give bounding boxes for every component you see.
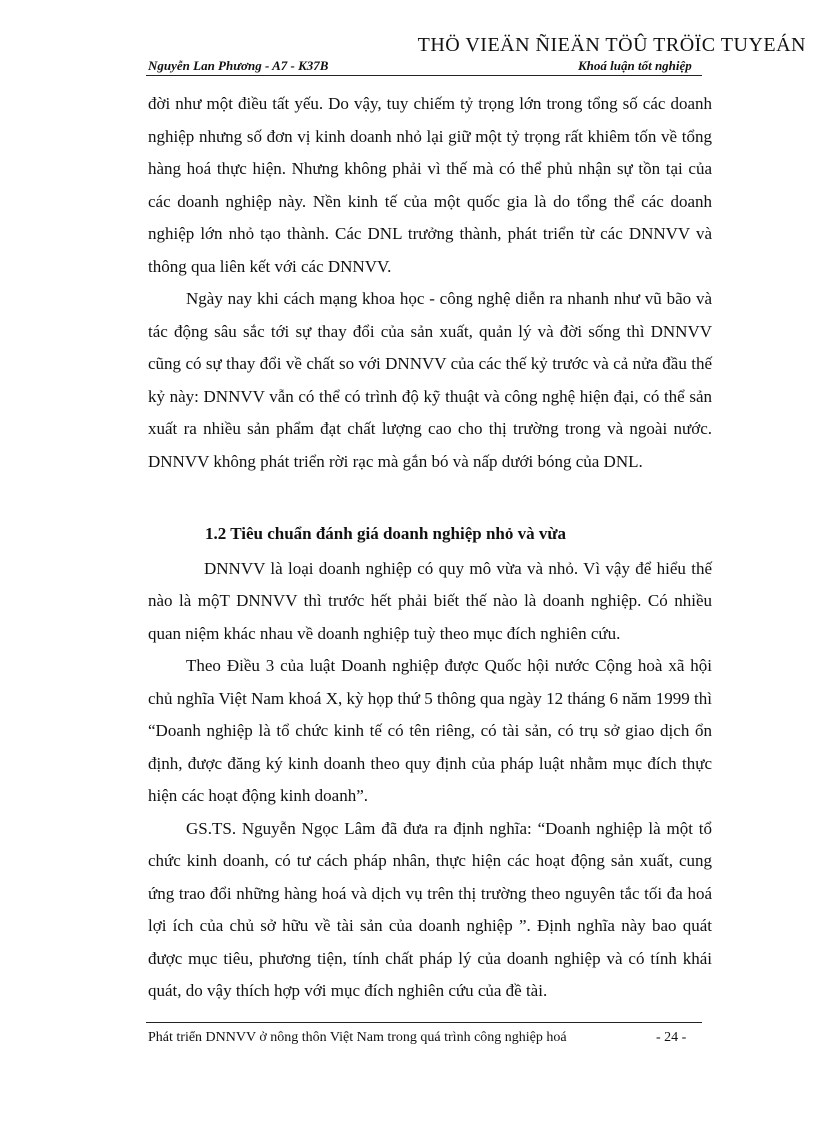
paragraph-enterprise-law: Theo Điều 3 của luật Doanh nghiệp được Quốc hội nước Cộng hoà xã hội chủ nghĩa Việt Nam khoá X, kỳ họp thứ 5 thông qua ngày 12 tháng 6 năm 1999 thì “Doanh nghiệp là tổ chức kinh tế có tên riêng, có tài sản, có trụ sở giao dịch ổn định, được đăng ký kinh doanh theo quy định của pháp luật nhằm mục đích thực hiện các hoạt động kinh doanh”. bbox=[148, 656, 712, 805]
library-watermark: THÖ VIEÄN ÑIEÄN TÖÛ TRÖÏC TUYEÁN bbox=[417, 34, 806, 56]
paragraph-technology-change: Ngày nay khi cách mạng khoa học - công nghệ diễn ra nhanh như vũ bão và tác động sâu sắc tới sự thay đổi của sản xuất, quản lý và đời sống thì DNNVV cũng có sự thay đổi về chất so với DNNVV của các thế kỷ trước và cả nửa đầu thế kỷ này: DNNVV vẫn có thể có trình độ kỹ thuật và công nghệ hiện đại, có thể sản xuất ra nhiều sản phẩm đạt chất lượng cao cho thị trường trong và ngoài nước. DNNVV không phát triển rời rạc mà gắn bó và nấp dưới bóng của DNL. bbox=[148, 289, 712, 471]
page-body bbox=[148, 88, 712, 1008]
header-divider bbox=[146, 75, 702, 76]
paragraph-professor-definition: GS.TS. Nguyễn Ngọc Lâm đã đưa ra định nghĩa: “Doanh nghiệp là một tổ chức kinh doanh, có tư cách pháp nhân, thực hiện các hoạt động sản xuất, cung ứng trao đổi những hàng hoá và dịch vụ trên thị trường theo nguyên tắc tối đa hoá lợi ích của chủ sở hữu về tài sản của doanh nghiệp ”. Định nghĩa này bao quát được mục tiêu, phương tiện, tính chất pháp lý của doanh nghiệp và có tính khái quát, do vậy thích hợp với mục đích nghiên cứu của đề tài. bbox=[148, 818, 712, 1000]
paragraph-dnnvv-definition: DNNVV là loại doanh nghiệp có quy mô vừa và nhỏ. Vì vậy để hiểu thế nào là mộT DNNVV thì trước hết phải biết thế nào là doanh nghiệp. Có nhiều quan niệm khác nhau về doanh nghiệp tuỳ theo mục đích nghiên cứu. bbox=[148, 558, 712, 643]
footer-divider bbox=[146, 1022, 702, 1023]
paragraph-continuation: đời như một điều tất yếu. Do vậy, tuy chiếm tỷ trọng lớn trong tổng số các doanh nghiệp nhưng số đơn vị kinh doanh nhỏ lại giữ một tỷ trọng rất khiêm tốn về tổng hàng hoá thực hiện. Nhưng không phải vì thế mà có thể phủ nhận sự tồn tại của các doanh nghiệp này. Nền kinh tế của một quốc gia là do tổng thể các doanh nghiệp lớn nhỏ tạo thành. Các DNL trưởng thành, phát triển từ các DNNVV và thông qua liên kết với các DNNVV. bbox=[148, 94, 712, 276]
header-author: Nguyễn Lan Phương - A7 - K37B bbox=[148, 58, 329, 73]
section-heading: 1.2 Tiêu chuẩn đánh giá doanh nghiệp nhỏ và vừa bbox=[205, 524, 567, 543]
footer-title: Phát triển DNNVV ở nông thôn Việt Nam trong quá trình công nghiệp hoá bbox=[148, 1030, 567, 1045]
header-document-type: Khoá luận tốt nghiệp bbox=[578, 58, 692, 73]
page-number: - 24 - bbox=[656, 1030, 687, 1045]
